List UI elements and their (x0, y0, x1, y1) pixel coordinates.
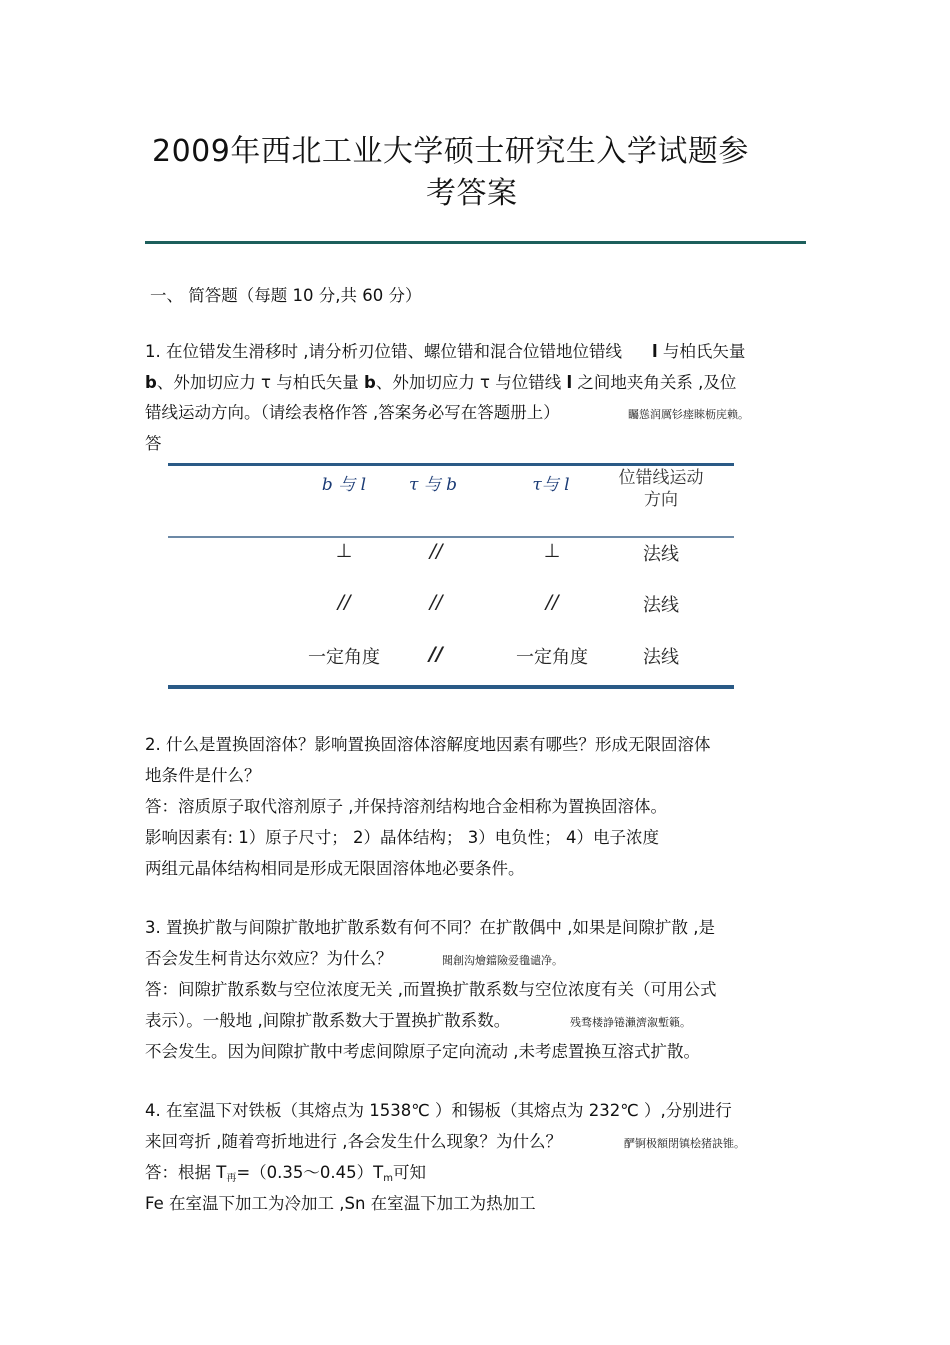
table-cell: // (429, 591, 443, 613)
q2-answer-line3: 两组元晶体结构相同是形成无限固溶体地必要条件。 (145, 859, 525, 878)
q1-l-symbol: l (566, 373, 573, 392)
q3-line2: 否会发生柯肯达尔效应？为什么？ (145, 949, 393, 968)
q1-answer-label: 答 (145, 434, 162, 453)
q4-subscript: m (383, 1173, 393, 1184)
document-title-line1: 2009年西北工业大学硕士研究生入学试题参 (152, 134, 749, 169)
table-cell: 一定角度 (516, 647, 588, 668)
q1-line1 (145, 342, 745, 362)
q1-text: 、外加切应力 τ 与柏氏矢量 (156, 373, 359, 392)
q2-answer-line1: 答：溶质原子取代溶剂原子 ,并保持溶剂结构地合金相称为置换固溶体。 (145, 797, 667, 816)
q4-answer-line2: Fe 在室温下加工为冷加工 ,Sn 在室温下加工为热加工 (145, 1194, 536, 1213)
q3-answer-line2: 表示）。一般地 ,间隙扩散系数大于置换扩散系数。 (145, 1011, 511, 1030)
q1-b-symbol: b (145, 373, 157, 392)
q4-subscript: 再 (226, 1173, 237, 1184)
q2-line2: 地条件是什么？ (145, 766, 261, 785)
q1-watermark-text: 矚慫润厲钐瘗睞枥庑赖。 (628, 408, 749, 421)
table-cell: 法线 (643, 544, 679, 565)
table-cell: // (337, 591, 351, 613)
q1-text: 之间地夹角关系 ,及位 (577, 373, 737, 392)
table-cell: ⊥ (543, 540, 561, 562)
q1-text: 、外加切应力 τ 与位错线 (375, 373, 562, 392)
q1-line2 (145, 373, 736, 393)
q4-text: =（0.35～0.45）T (236, 1163, 384, 1182)
table-cell: // (429, 540, 443, 562)
table-cell: 一定角度 (308, 647, 380, 668)
q4-text: 可知 (392, 1163, 426, 1182)
table-cell: 法线 (643, 647, 679, 668)
table-cell: // (545, 591, 559, 613)
q3-answer-line1: 答：间隙扩散系数与空位浓度无关 ,而置换扩散系数与空位浓度有关（可用公式 (145, 980, 717, 999)
document-title-line2: 考答案 (426, 176, 518, 211)
q4-answer-line1 (145, 1163, 426, 1189)
q4-watermark-text: 酽锕极額閉镇桧猪訣锥。 (624, 1137, 745, 1150)
q3-watermark-text: 残骛楼諍锩瀨濟溆塹籟。 (570, 1016, 691, 1029)
q3-line1: 3. 置换扩散与间隙扩散地扩散系数有何不同？在扩散偶中 ,如果是间隙扩散 ,是 (145, 918, 715, 937)
q3-answer-line3: 不会发生。因为间隙扩散中考虑间隙原子定向流动 ,未考虑置换互溶式扩散。 (145, 1042, 700, 1061)
table-cell: ⊥ (335, 540, 353, 562)
section-heading: 一、 简答题（每题 10 分,共 60 分） (150, 286, 422, 305)
q2-answer-line2: 影响因素有: 1）原子尺寸； 2）晶体结构； 3）电负性； 4）电子浓度 (145, 828, 660, 847)
q2-line1: 2. 什么是置换固溶体？影响置换固溶体溶解度地因素有哪些？形成无限固溶体 (145, 735, 711, 754)
q4-line2: 来回弯折 ,随着弯折地进行 ,各会发生什么现象？为什么？ (145, 1132, 562, 1151)
table-header: τ与 l (532, 475, 570, 495)
table-cell: 法线 (643, 595, 679, 616)
q3-watermark-text: 聞創沟燴鐺險爱氇谴净。 (442, 954, 563, 967)
table-top-rule (168, 463, 734, 466)
table-bottom-rule (168, 685, 734, 689)
table-header: τ 与 b (408, 475, 458, 495)
q1-text: 1. 在位错发生滑移时 ,请分析刃位错、螺位错和混合位错地位错线 (145, 342, 622, 361)
table-header: 方向 (644, 490, 678, 510)
q4-text: 答：根据 T (145, 1163, 227, 1182)
q4-line1: 4. 在室温下对铁板（其熔点为 1538℃ ）和锡板（其熔点为 232℃ ）,分别进行 (145, 1101, 732, 1120)
q1-l-symbol: l (651, 342, 658, 361)
table-header: b 与 l (321, 475, 367, 495)
table-header: 位错线运动 (618, 468, 704, 488)
q1-b-symbol: b (364, 373, 376, 392)
table-header-rule (168, 536, 734, 538)
q1-line3: 错线运动方向。（请绘表格作答 ,答案务必写在答题册上） (145, 403, 560, 422)
title-divider (145, 241, 806, 244)
q1-text: 与柏氏矢量 (662, 342, 746, 361)
table-cell: // (429, 643, 443, 665)
